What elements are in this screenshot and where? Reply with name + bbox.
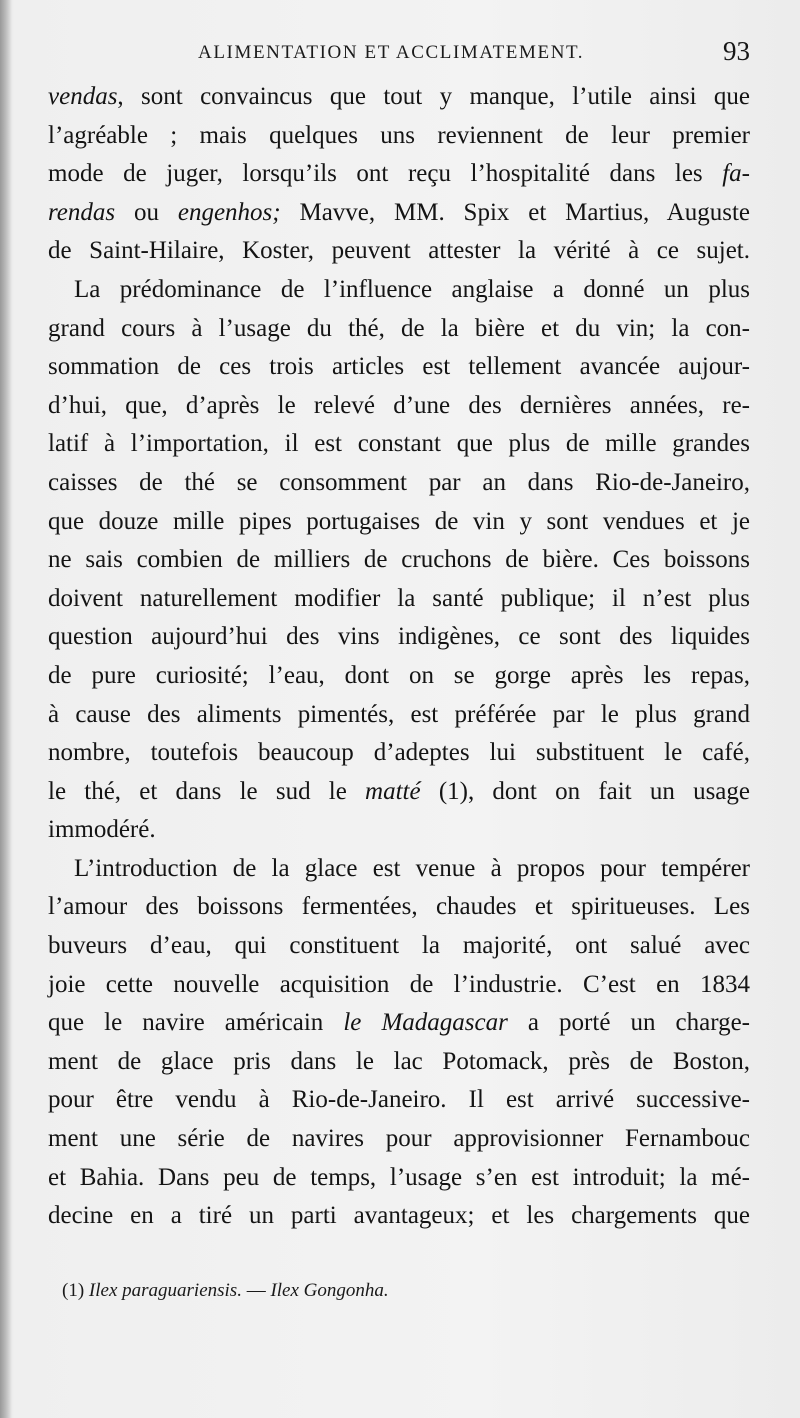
text-line: l’amour des boissons fermentées, chaudes et spiritueuses. Les	[48, 893, 750, 921]
text-line	[48, 78, 750, 117]
line-text: a porté un charge-	[507, 1009, 751, 1037]
line-text: de Saint-Hilaire, Koster, peuvent attester la vérité à ce sujet.	[48, 237, 750, 265]
text-line: question aujourd’hui des vins indigènes, ce sont des liquides	[48, 623, 750, 651]
text-line	[48, 1004, 750, 1043]
text-line: La prédominance de l’influence anglaise a donné un plus	[74, 275, 750, 303]
text-line: de pure curiosité; l’eau, dont on se gorge après les repas,	[48, 661, 750, 689]
text-line: grand cours à l’usage du thé, de la bière et du vin; la con-	[48, 314, 750, 342]
text-line: ment une série de navires pour approvisionner Fernambouc	[48, 1125, 750, 1153]
italic-word: engenhos;	[177, 198, 281, 226]
text-line	[48, 155, 750, 194]
text-line	[48, 232, 750, 271]
text-line: pour être vendu à Rio-de-Janeiro. Il est arrivé successive-	[48, 1086, 750, 1114]
italic-word: rendas	[48, 198, 116, 226]
page-header	[48, 36, 750, 76]
text-line: caisses de thé se consomment par an dans Rio-de-Janeiro,	[48, 468, 750, 496]
italic-word: vendas	[48, 83, 118, 110]
text-line	[48, 194, 750, 233]
line-text: (1), dont on fait un usage	[420, 777, 750, 805]
text-line: ment de glace pris dans le lac Potomack, près de Boston,	[48, 1047, 750, 1075]
text-line: ne sais combien de milliers de cruchons de bière. Ces boissons	[48, 546, 750, 574]
text-line: nombre, toutefois beaucoup d’adeptes lui substituent le café,	[48, 739, 750, 767]
body-text	[48, 78, 750, 1236]
text-line: à cause des aliments pimentés, est préférée par le plus grand	[48, 700, 750, 728]
text-line	[48, 773, 750, 812]
text-line: et Bahia. Dans peu de temps, l’usage s’en est introduit; la mé-	[48, 1163, 750, 1191]
italic-word: matté	[365, 777, 421, 805]
line-text: que le navire américain	[48, 1009, 344, 1037]
text-line: d’hui, que, d’après le relevé d’une des dernières années, re-	[48, 391, 750, 419]
text-line	[48, 117, 750, 156]
page-gutter-shadow	[0, 0, 12, 1418]
text-line: latif à l’importation, il est constant que plus de mille grandes	[48, 430, 750, 458]
italic-word: fa-	[722, 160, 750, 188]
text-line: doivent naturellement modifier la santé publique; il n’est plus	[48, 584, 750, 612]
italic-word: le Madagascar	[343, 1009, 508, 1037]
text-line: L’introduction de la glace est venue à propos pour tempérer	[74, 854, 750, 882]
text-line: que douze mille pipes portugaises de vin y sont vendues et je	[48, 507, 750, 535]
footnote-separator: —	[241, 1280, 271, 1301]
text-line: buveurs d’eau, qui constituent la majorité, ont salué avec	[48, 932, 750, 960]
line-text: , sont convaincus que tout y manque, l’utile ainsi que	[117, 83, 750, 110]
text-line: decine en a tiré un parti avantageux; et les chargements que	[48, 1202, 750, 1230]
text-line: sommation de ces trois articles est tellement avancée aujour-	[48, 353, 750, 381]
line-text: l’agréable ; mais quelques uns reviennent de leur premier	[48, 121, 750, 149]
footnote-italic: Ilex Gongonha.	[270, 1280, 389, 1301]
line-text: ou	[115, 198, 178, 226]
text-line: joie cette nouvelle acquisition de l’industrie. C’est en 1834	[48, 970, 750, 998]
footnote	[62, 1278, 752, 1304]
line-text: mode de juger, lorsqu’ils ont reçu l’hospitalité dans les	[48, 160, 723, 188]
line-text: le thé, et dans le sud le	[48, 777, 366, 805]
footnote-mark: (1)	[62, 1280, 89, 1301]
text-line: immodéré.	[48, 816, 156, 844]
footnote-italic: Ilex paraguariensis.	[88, 1280, 242, 1301]
running-title: ALIMENTATION ET ACCLIMATEMENT.	[198, 42, 585, 63]
page-number: 93	[723, 36, 750, 66]
line-text: Mavve, MM. Spix et Martius, Auguste	[280, 198, 750, 226]
